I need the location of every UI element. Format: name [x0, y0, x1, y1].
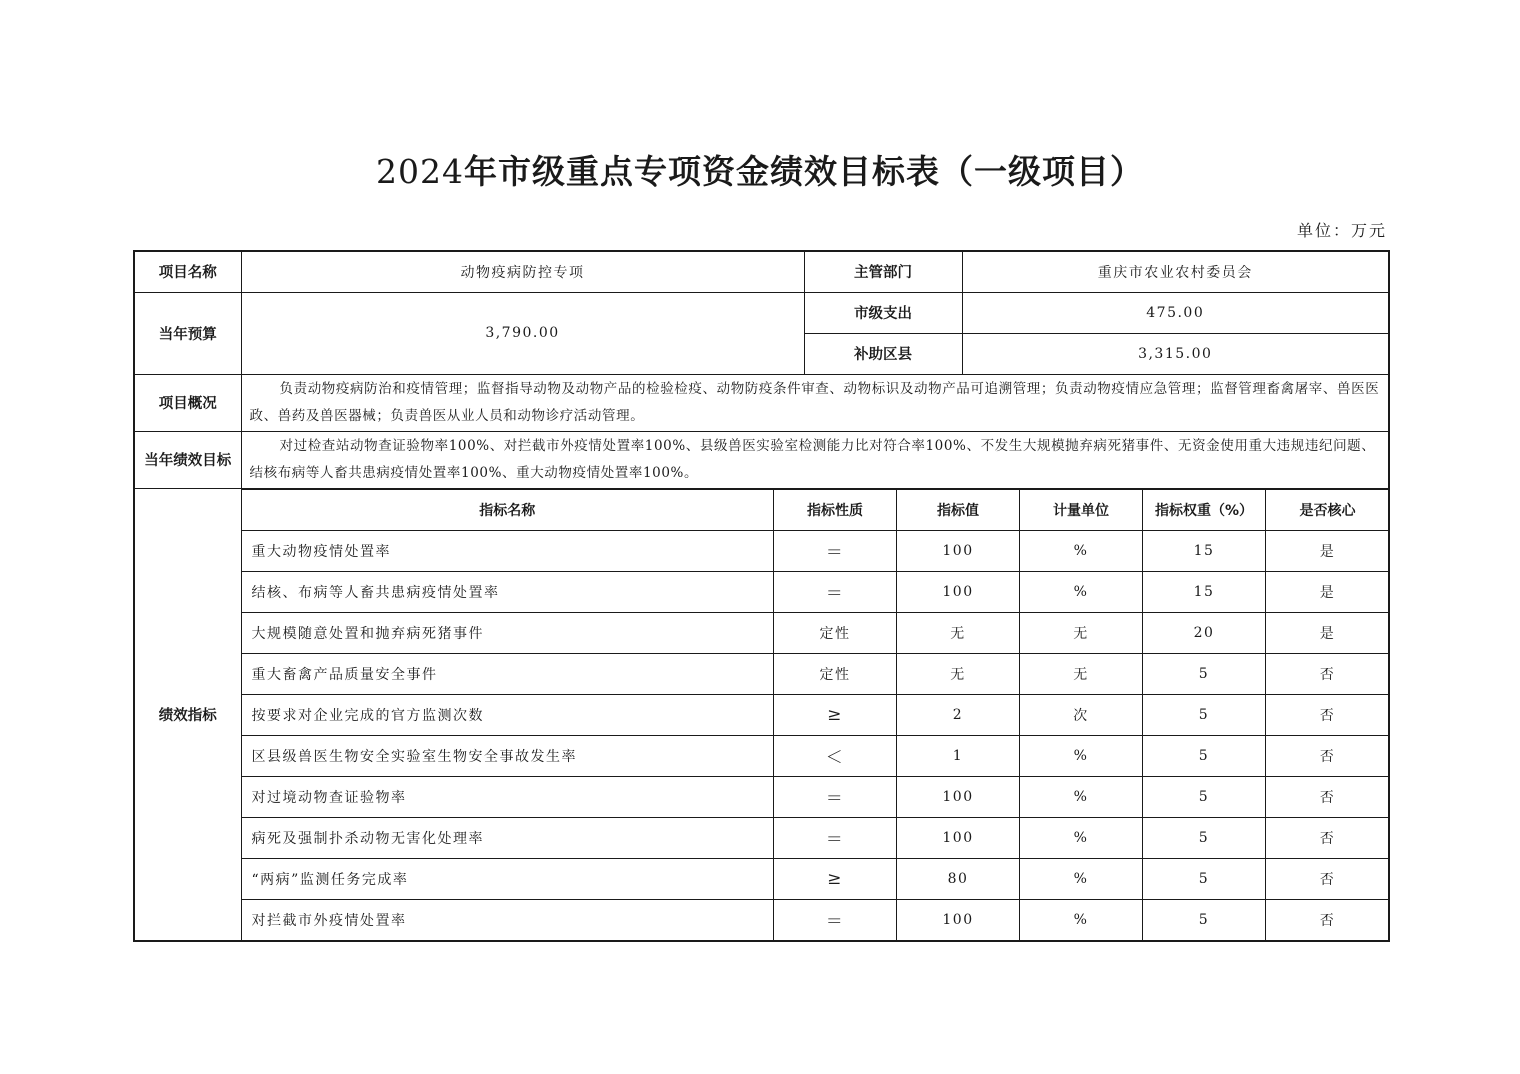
indicator-value: 100	[897, 899, 1020, 940]
indicator-is-core: 是	[1266, 530, 1390, 571]
indicator-weight: 15	[1143, 571, 1266, 612]
indicator-value: 100	[897, 817, 1020, 858]
table-row	[242, 899, 1390, 940]
indicators-header-row	[242, 489, 1390, 530]
indicator-weight: 5	[1143, 776, 1266, 817]
indicator-is-core: 否	[1266, 858, 1390, 899]
project-name: 动物疫病防控专项	[241, 251, 804, 292]
budget-label: 当年预算	[134, 292, 241, 374]
indicator-unit: %	[1020, 776, 1143, 817]
county-subsidy-value: 3,315.00	[962, 333, 1389, 374]
page-title	[0, 146, 1520, 193]
overview-cell	[241, 374, 1389, 431]
indicator-nature: 定性	[774, 612, 897, 653]
table-row	[242, 817, 1390, 858]
indicator-weight: 5	[1143, 858, 1266, 899]
indicator-unit: %	[1020, 817, 1143, 858]
city-expense-value: 475.00	[962, 292, 1389, 333]
indicator-weight: 20	[1143, 612, 1266, 653]
overview-text: 负责动物疫病防治和疫情管理；监督指导动物及动物产品的检验检疫、动物防疫条件审查、动物标识及动物产品可追溯管理；负责动物疫情应急管理；监督管理畜禽屠宰、兽医医政、兽药及兽医器械；负责兽医从业人员和动物诊疗活动管理。	[249, 380, 1380, 424]
indicator-is-core: 否	[1266, 653, 1390, 694]
dept-value: 重庆市农业农村委员会	[962, 251, 1389, 292]
indicator-name: 区县级兽医生物安全实验室生物安全事故发生率	[242, 735, 774, 776]
indicator-name: 重大动物疫情处置率	[242, 530, 774, 571]
indicator-value: 1	[897, 735, 1020, 776]
indicator-unit: 无	[1020, 653, 1143, 694]
indicator-nature: ≥	[774, 694, 897, 735]
indicator-weight: 15	[1143, 530, 1266, 571]
indicator-nature: ＜	[774, 735, 897, 776]
indicator-nature: ≥	[774, 858, 897, 899]
table-row	[242, 612, 1390, 653]
indicators-cell	[241, 488, 1389, 941]
indicator-value: 80	[897, 858, 1020, 899]
indicator-name: 病死及强制扑杀动物无害化处理率	[242, 817, 774, 858]
indicator-value: 100	[897, 571, 1020, 612]
indicator-weight: 5	[1143, 653, 1266, 694]
indicator-nature: ＝	[774, 776, 897, 817]
indicator-is-core: 否	[1266, 694, 1390, 735]
overview-label: 项目概况	[134, 374, 241, 431]
goal-text: 对过检查站动物查证验物率100%、对拦截市外疫情处置率100%、县级兽医实验室检测能力比对符合率100%、不发生大规模抛弃病死猪事件、无资金使用重大违规违纪问题、结核布病等人畜共患病疫情处置率100%、重大动物疫情处置率100%。	[249, 437, 1376, 481]
indicator-name: 对过境动物查证验物率	[242, 776, 774, 817]
header-unit: 计量单位	[1020, 489, 1143, 530]
project-name-label: 项目名称	[134, 251, 241, 292]
title-text: 年市级重点专项资金绩效目标表（一级项目）	[463, 152, 1144, 191]
county-subsidy-label: 补助区县	[804, 333, 962, 374]
indicator-name: 按要求对企业完成的官方监测次数	[242, 694, 774, 735]
table-row	[242, 530, 1390, 571]
indicator-is-core: 否	[1266, 899, 1390, 940]
indicator-weight: 5	[1143, 899, 1266, 940]
indicator-weight: 5	[1143, 817, 1266, 858]
indicator-unit: %	[1020, 735, 1143, 776]
table-row	[242, 735, 1390, 776]
header-indicator-name: 指标名称	[242, 489, 774, 530]
indicator-nature: ＝	[774, 530, 897, 571]
indicator-name: 结核、布病等人畜共患病疫情处置率	[242, 571, 774, 612]
header-weight: 指标权重（%）	[1143, 489, 1266, 530]
header-is-core: 是否核心	[1266, 489, 1390, 530]
budget-value: 3,790.00	[241, 292, 804, 374]
indicator-unit: 无	[1020, 612, 1143, 653]
indicator-value: 100	[897, 530, 1020, 571]
header-indicator-value: 指标值	[897, 489, 1020, 530]
header-indicator-nature: 指标性质	[774, 489, 897, 530]
indicator-is-core: 否	[1266, 735, 1390, 776]
title-year: 2024	[376, 152, 464, 191]
indicator-value: 无	[897, 653, 1020, 694]
indicator-unit: %	[1020, 530, 1143, 571]
indicator-nature: ＝	[774, 899, 897, 940]
table-row	[242, 694, 1390, 735]
indicator-is-core: 是	[1266, 571, 1390, 612]
table-row	[242, 571, 1390, 612]
indicator-unit: %	[1020, 858, 1143, 899]
indicator-is-core: 是	[1266, 612, 1390, 653]
indicator-unit: %	[1020, 571, 1143, 612]
indicator-nature: ＝	[774, 571, 897, 612]
indicators-table	[242, 489, 1390, 941]
indicator-name: 重大畜禽产品质量安全事件	[242, 653, 774, 694]
indicator-value: 无	[897, 612, 1020, 653]
indicator-is-core: 否	[1266, 776, 1390, 817]
table-row	[242, 653, 1390, 694]
indicator-nature: 定性	[774, 653, 897, 694]
city-expense-label: 市级支出	[804, 292, 962, 333]
table-row	[242, 858, 1390, 899]
indicator-weight: 5	[1143, 694, 1266, 735]
indicator-name: “两病”监测任务完成率	[242, 858, 774, 899]
unit-label: 单位：万元	[1296, 221, 1387, 240]
indicator-value: 100	[897, 776, 1020, 817]
table-row	[242, 776, 1390, 817]
performance-table	[133, 250, 1390, 942]
indicator-unit: %	[1020, 899, 1143, 940]
indicator-weight: 5	[1143, 735, 1266, 776]
indicator-is-core: 否	[1266, 817, 1390, 858]
dept-label: 主管部门	[804, 251, 962, 292]
indicators-label: 绩效指标	[134, 488, 241, 941]
indicator-value: 2	[897, 694, 1020, 735]
indicator-nature: ＝	[774, 817, 897, 858]
indicator-name: 大规模随意处置和抛弃病死猪事件	[242, 612, 774, 653]
goal-cell	[241, 431, 1389, 488]
indicator-name: 对拦截市外疫情处置率	[242, 899, 774, 940]
indicator-unit: 次	[1020, 694, 1143, 735]
goal-label: 当年绩效目标	[134, 431, 241, 488]
